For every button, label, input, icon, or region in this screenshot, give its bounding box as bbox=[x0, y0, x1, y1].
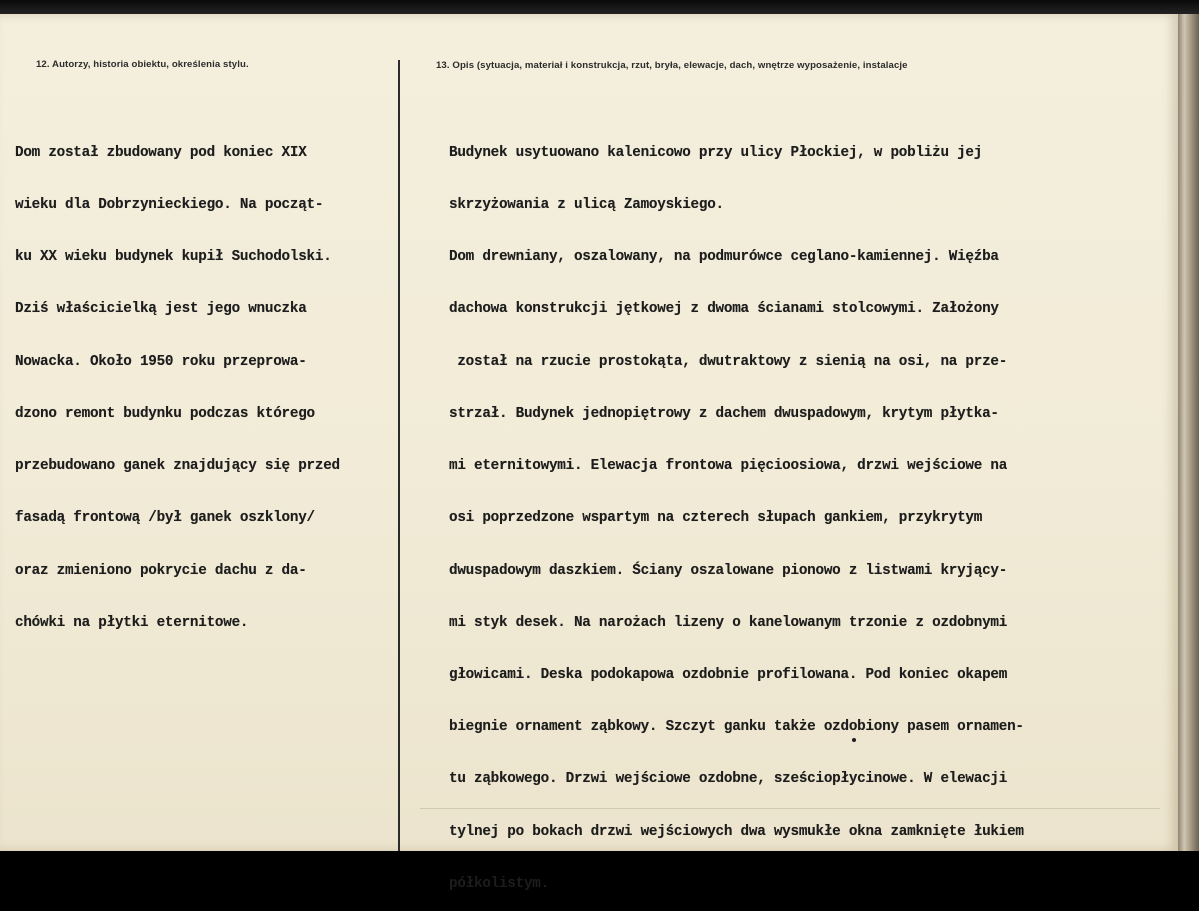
text-line: dzono remont budynku podczas którego bbox=[15, 405, 315, 422]
text-line: osi poprzedzone wspartym na czterech słupach gankiem, przykrytym bbox=[449, 510, 983, 527]
text-line: Dom drewniany, oszalowany, na podmurówce ceglano-kamiennej. Więźba bbox=[449, 249, 999, 266]
text-line: Nowacka. Około 1950 roku przeprowa- bbox=[15, 353, 307, 370]
text-line: półkolistym. bbox=[449, 875, 549, 892]
text-line: oraz zmieniono pokrycie dachu z da- bbox=[15, 562, 307, 579]
section-13-header: 13. Opis (sytuacja, materiał i konstrukcja, rzut, bryła, elewacje, dach, wnętrze wyposażenie, instalacje bbox=[436, 60, 908, 71]
page-edge bbox=[1178, 14, 1199, 851]
text-line: Budynek usytuowano kalenicowo przy ulicy Płockiej, w pobliżu jej bbox=[449, 144, 983, 161]
text-line: fasadą frontową /był ganek oszklony/ bbox=[15, 510, 315, 527]
text-line: tu ząbkowego. Drzwi wejściowe ozdobne, sześciopłycinowe. W elewacji bbox=[449, 771, 1008, 788]
text-line: wieku dla Dobrzynieckiego. Na począt- bbox=[15, 197, 324, 214]
text-line: dachowa konstrukcji jętkowej z dwoma ścianami stolcowymi. Założony bbox=[449, 301, 999, 318]
text-line: chówki na płytki eternitowe. bbox=[15, 614, 249, 631]
text-line: przebudowano ganek znajdujący się przed bbox=[15, 458, 340, 475]
section-12-header: 12. Autorzy, historia obiektu, określenia stylu. bbox=[36, 59, 249, 70]
text-line: skrzyżowania z ulicą Zamoyskiego. bbox=[449, 197, 724, 214]
text-line: biegnie ornament ząbkowy. Szczyt ganku także ozdobiony pasem ornamen- bbox=[449, 719, 1024, 736]
text-line: mi eternitowymi. Elewacja frontowa pięcioosiowa, drzwi wejściowe na bbox=[449, 458, 1008, 475]
text-line: został na rzucie prostokąta, dwutraktowy z sienią na osi, na prze- bbox=[449, 353, 1008, 370]
text-line: mi styk desek. Na narożach lizeny o kanelowanym trzonie z ozdobnymi bbox=[449, 614, 1008, 631]
column-divider bbox=[398, 60, 400, 851]
text-line: tylnej po bokach drzwi wejściowych dwa wysmukłe okna zamknięte łukiem bbox=[449, 823, 1024, 840]
text-line: Dziś właścicielką jest jego wnuczka bbox=[15, 301, 307, 318]
text-line: dwuspadowym daszkiem. Ściany oszalowane pionowo z listwami kryjący- bbox=[449, 562, 1008, 579]
section-12-text bbox=[15, 110, 340, 650]
ink-speck bbox=[852, 738, 856, 742]
text-line: ku XX wieku budynek kupił Suchodolski. bbox=[15, 249, 332, 266]
section-13-text bbox=[449, 110, 1024, 911]
text-line: głowicami. Deska podokapowa ozdobnie profilowana. Pod koniec okapem bbox=[449, 667, 1008, 683]
text-line: strzał. Budynek jednopiętrowy z dachem dwuspadowym, krytym płytka- bbox=[449, 405, 999, 422]
text-line: Dom został zbudowany pod koniec XIX bbox=[15, 144, 307, 161]
